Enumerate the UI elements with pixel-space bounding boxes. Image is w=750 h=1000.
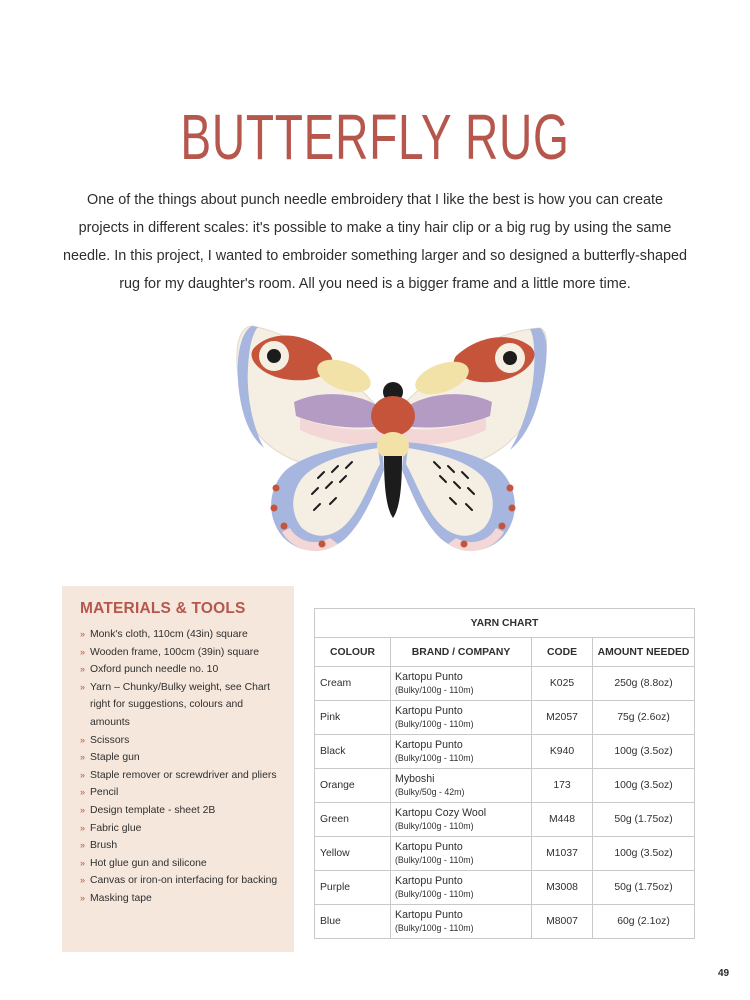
butterfly-abdomen bbox=[384, 456, 402, 518]
code-cell: M448 bbox=[532, 803, 593, 837]
table-row bbox=[315, 735, 695, 769]
bullet-icon: » bbox=[80, 875, 86, 886]
colour-cell: Pink bbox=[315, 701, 391, 735]
colour-cell: Black bbox=[315, 735, 391, 769]
code-cell: M8007 bbox=[532, 905, 593, 939]
yarn-chart-title: YARN CHART bbox=[315, 609, 695, 638]
amount-cell: 75g (2.6oz) bbox=[593, 701, 695, 735]
table-row bbox=[315, 837, 695, 871]
bullet-icon: » bbox=[80, 804, 86, 815]
brand-cell: Kartopu Punto (Bulky/100g - 110m) bbox=[391, 905, 532, 939]
yarn-chart-table bbox=[314, 608, 695, 939]
colour-cell: Blue bbox=[315, 905, 391, 939]
list-item: » Staple remover or screwdriver and pliers bbox=[80, 767, 282, 785]
page-number: 49 bbox=[718, 968, 730, 979]
list-item: » Monk's cloth, 110cm (43in) square bbox=[80, 626, 282, 644]
brand-cell: Kartopu Punto (Bulky/100g - 110m) bbox=[391, 667, 532, 701]
materials-heading: MATERIALS & TOOLS bbox=[80, 600, 246, 617]
bullet-icon: » bbox=[80, 664, 86, 675]
column-header-brand: BRAND / COMPANY bbox=[391, 638, 532, 667]
butterfly-image bbox=[234, 318, 552, 566]
list-item: » Wooden frame, 100cm (39in) square bbox=[80, 644, 282, 662]
bullet-icon: » bbox=[80, 822, 86, 833]
materials-and-tools-box bbox=[62, 586, 294, 952]
list-item: » Masking tape bbox=[80, 890, 282, 908]
column-header-amount: AMOUNT NEEDED bbox=[593, 638, 695, 667]
list-item: » Fabric glue bbox=[80, 820, 282, 838]
colour-cell: Purple bbox=[315, 871, 391, 905]
list-item: » Canvas or iron-on interfacing for backing bbox=[80, 872, 282, 890]
bullet-icon: » bbox=[80, 681, 86, 692]
brand-cell: Kartopu Punto (Bulky/100g - 110m) bbox=[391, 701, 532, 735]
brand-cell: Kartopu Punto (Bulky/100g - 110m) bbox=[391, 735, 532, 769]
amount-cell: 50g (1.75oz) bbox=[593, 803, 695, 837]
code-cell: M2057 bbox=[532, 701, 593, 735]
code-cell: M1037 bbox=[532, 837, 593, 871]
brand-cell: Myboshi (Bulky/50g - 42m) bbox=[391, 769, 532, 803]
table-row bbox=[315, 905, 695, 939]
bullet-icon: » bbox=[80, 734, 86, 745]
bullet-icon: » bbox=[80, 646, 86, 657]
colour-cell: Cream bbox=[315, 667, 391, 701]
brand-cell: Kartopu Cozy Wool (Bulky/100g - 110m) bbox=[391, 803, 532, 837]
brand-cell: Kartopu Punto (Bulky/100g - 110m) bbox=[391, 871, 532, 905]
bullet-icon: » bbox=[80, 787, 86, 798]
list-item: » Scissors bbox=[80, 732, 282, 750]
list-item: » Brush bbox=[80, 837, 282, 855]
butterfly-rug-illustration bbox=[234, 318, 552, 566]
bullet-icon: » bbox=[80, 769, 86, 780]
list-item: » Oxford punch needle no. 10 bbox=[80, 661, 282, 679]
amount-cell: 100g (3.5oz) bbox=[593, 837, 695, 871]
amount-cell: 100g (3.5oz) bbox=[593, 735, 695, 769]
colour-cell: Orange bbox=[315, 769, 391, 803]
materials-list bbox=[80, 626, 282, 908]
code-cell: K940 bbox=[532, 735, 593, 769]
table-row bbox=[315, 871, 695, 905]
table-row bbox=[315, 701, 695, 735]
amount-cell: 60g (2.1oz) bbox=[593, 905, 695, 939]
code-cell: K025 bbox=[532, 667, 593, 701]
bullet-icon: » bbox=[80, 857, 86, 868]
list-item: » Hot glue gun and silicone bbox=[80, 855, 282, 873]
amount-cell: 250g (8.8oz) bbox=[593, 667, 695, 701]
brand-cell: Kartopu Punto (Bulky/100g - 110m) bbox=[391, 837, 532, 871]
amount-cell: 100g (3.5oz) bbox=[593, 769, 695, 803]
table-row bbox=[315, 667, 695, 701]
amount-cell: 50g (1.75oz) bbox=[593, 871, 695, 905]
butterfly-thorax bbox=[371, 396, 415, 436]
bullet-icon: » bbox=[80, 892, 86, 903]
page-title: BUTTERFLY RUG bbox=[180, 100, 570, 173]
bullet-icon: » bbox=[80, 629, 86, 639]
code-cell: 173 bbox=[532, 769, 593, 803]
bullet-icon: » bbox=[80, 752, 86, 763]
column-header-colour: COLOUR bbox=[315, 638, 391, 667]
colour-cell: Green bbox=[315, 803, 391, 837]
intro-paragraph: One of the things about punch needle embroidery that I like the best is how you can create projects in different scales: it's possible to make a tiny hair clip or a big rug by using the same needle. In this project, I wanted to embroider something larger and so designed a butterfly-shaped rug for my daughter's room. All you need is a bigger frame and a little more time. bbox=[63, 192, 687, 293]
table-row bbox=[315, 769, 695, 803]
colour-cell: Yellow bbox=[315, 837, 391, 871]
table-row bbox=[315, 803, 695, 837]
list-item: » Pencil bbox=[80, 784, 282, 802]
list-item: » Yarn – Chunky/Bulky weight, see Chart right for suggestions, colours and amounts bbox=[80, 679, 282, 732]
column-header-code: CODE bbox=[532, 638, 593, 667]
list-item: » Design template - sheet 2B bbox=[80, 802, 282, 820]
code-cell: M3008 bbox=[532, 871, 593, 905]
bullet-icon: » bbox=[80, 840, 86, 851]
list-item: » Staple gun bbox=[80, 749, 282, 767]
